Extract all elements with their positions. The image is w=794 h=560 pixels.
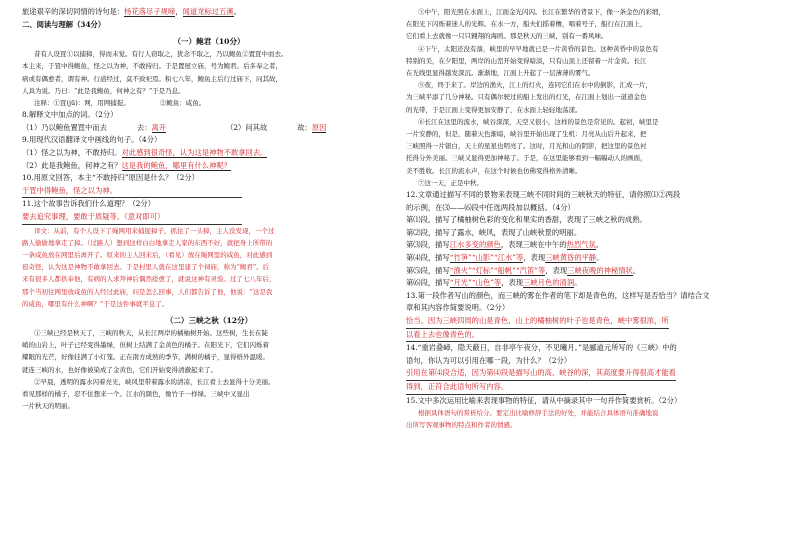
para4-line: 特别的美，在夕阳里，两岸的山峦开始变得暗淡，只有山顶上还留着一片金黄。长江 bbox=[406, 56, 647, 65]
q12-item: 第⑵段，描写了露水，峡风，表现了山峡秋景的明丽。 bbox=[406, 227, 582, 237]
passage2-title: （二）三峡之秋（12分） bbox=[165, 315, 253, 325]
answer-2: 闻道龙标过五溪 bbox=[182, 7, 234, 16]
q13-answer: 恰当。因为三峡四周的山是青色，山上的橘柚树的叶子也是青色，峡中雾很浓，所 bbox=[406, 315, 780, 329]
right-column bbox=[406, 6, 780, 432]
q8-answers: （1）乃以鲍鱼置罝中而去 去：离开 （2）问其故 故：原因 bbox=[22, 122, 327, 132]
para4-line: ④下午，太阳还没有落，峡里的早早地就已是一片黄昏的景色。这种黄昏中的景色有 bbox=[418, 44, 659, 53]
q9-text: 9.用现代汉语翻译文中画线的句子。（4分） bbox=[22, 135, 162, 145]
q15-answer: 出所写客观事物的特点和作者的情感。 bbox=[406, 421, 517, 430]
q14-answer: 引用在第⑷段合适，因为第⑷段是描写山的高、峡谷的深，其高度要升得很高才能看 bbox=[406, 367, 780, 381]
left-column bbox=[22, 6, 396, 412]
para3-line: ③中午，阳光照在水面上，江面金光闪闪。长江在繁华的背景下，像一条金色的彩缎， bbox=[418, 8, 665, 16]
q14-text: 14.“重岩叠嶂，隐天蔽日，自非亭午夜分，不见曦月。”是郦道元所写的《三峡》中的 bbox=[406, 343, 677, 353]
q12-text: 的示例，在⑶——⑹段中任选两段加以概括。（4分） bbox=[406, 202, 575, 212]
para3-line: 它们看上去就像一只只翱翔的海鸥。那是秋天的三峡，别有一番风味。 bbox=[406, 32, 608, 41]
passage2-line: ①三峡已经是秋天了，三峡的秋天，从长江两岸的橘柚树开始。这些树，生长在陡 bbox=[34, 328, 268, 337]
q12-item: 第⑸段，描写“渔火”“灯标”“船帆”“汽笛”等，表现三峡夜晚的神秘情状。 bbox=[406, 265, 641, 275]
answer-1: 杨花落尽子规啼 bbox=[124, 7, 176, 16]
para5-line: 为三峡平添了几分神秘。只有偶尔驶过的船上发出的灯光，在江面上划出一道道金色 bbox=[406, 93, 647, 102]
para6-line: ⑥长江在这里的流水，峡谷深深，天空又很小，这样的景色是常见的。起初，峡里是 bbox=[418, 117, 659, 126]
passage1-title: （一）鲍君（10分） bbox=[173, 37, 245, 47]
passage2-line: 就连三峡的水，也好像被染成了金黄色，它们开始变得清澈起来了。 bbox=[22, 365, 217, 374]
note: 注释：①罝(jū)：网，用网捕捉。 ②鲍鱼：咸鱼。 bbox=[34, 99, 206, 107]
passage1-line: 人具为说。乃曰：“此是我鲍鱼，何神之有？”于是乃息。 bbox=[22, 86, 185, 95]
translation-line: 译文：从前，有个人设下了绳网用来捕捉獐子，抓住了一头獐，主人没发现，一个过 bbox=[34, 226, 275, 235]
q10-text: 10.用原文回答，本主“不敢持归”原因是什么？（2分） bbox=[22, 173, 199, 183]
q12-item: 第⑹段，描写“月光”“山色”等，表现三峡月色的清润。 bbox=[406, 278, 582, 288]
para5-line: ⑤夜，终于来了。岸边的渔火，江上的灯火，连同它们在水中的倒影，汇成一片， bbox=[418, 81, 652, 90]
translation-line: 来有很多人都供奉他，有病的人求拜神后偶然痊愈了，就说这神有灵验。过了七八年后， bbox=[22, 275, 276, 284]
q12-text: 12.文章通过描写不同的景物来表现三峡不同时间的三峡秋天的特征，请你照⑴②两段 bbox=[406, 190, 681, 200]
q14-text: 语句，你认为可以引用在哪一段，为什么？（2分） bbox=[406, 355, 572, 365]
para4-line: 在光线里显得越发深沉。渐渐地，江面上升起了一层薄薄的雾气。 bbox=[406, 69, 595, 78]
translation-line: 路人偷偷地拿走了獐。（过路人）想到这样白白地拿走人家的东西不好，就把身上所带的 bbox=[22, 238, 273, 247]
para5-line: 的光带，于是江面上变得更加安静了，在水面上轻轻地荡漾。 bbox=[406, 105, 582, 114]
translation-line: 的咸鱼，哪里有什么神啊？”于是这件事就平息了。 bbox=[22, 299, 169, 308]
q15-text: 15.文中多次运用比喻来表现事物的特征，请从中摘录其中一句并作简要赏析。（2分） bbox=[406, 395, 682, 405]
passage1-line: 病或有偶愈者，谓有神。行道经过，莫不致祀焉。积七八年，鲍鱼主后行过庙下，问其故， bbox=[22, 74, 282, 83]
q10-answer: 于罝中得鲍鱼，怪之以为神。 bbox=[22, 185, 396, 199]
para7-line: ⑦这一天，正是中秋。 bbox=[418, 178, 483, 187]
q14-answer: 得到，正符合此语句所写内容。 bbox=[406, 381, 780, 395]
section-title: 二、阅读与理解（34分） bbox=[22, 19, 106, 29]
para6-line: 美不胜收。长江的流水声，在这个时候也仿佛变得格外清晰。 bbox=[406, 166, 582, 175]
top-line: 旅途艰辛的深切同情的诗句是：杨花落尽子规啼，闻道龙标过五溪。 bbox=[22, 7, 241, 16]
passage1-line: 本主来，于罝中得鲍鱼，怪之以为神，不敢持归。于是置屋立庙，号为鲍君。后多奉之者， bbox=[22, 62, 282, 71]
q11-answer: 要去追究事理，要敢于质疑等。（意对即可） bbox=[22, 211, 396, 225]
para6-line: 托得分外美丽。三峡又显得更加神秘了。于是，在这里能够看到一幅幅动人的画面， bbox=[406, 154, 647, 163]
translation-line: 很奇怪，认为这是神物不敢拿回去。于是村里人就在这里建了个祠庙，称为“鲍君”。后 bbox=[22, 263, 270, 272]
passage2-line: ②早晨，透明的露水闪着亮光，峡风里带着露水的清凉，长江看上去显得十分美丽。 bbox=[34, 377, 275, 386]
q13-text: 13.第一段作者写山的颜色，而三峡的雾在作者的笔下却是青色的，这样写是否恰当？请结合文 bbox=[406, 290, 710, 300]
q12-item: 第⑷段，描写“竹笋”“山影”“江水”等，表现三峡黄昏的平静。 bbox=[406, 253, 604, 263]
q8-text: 8.解释文中加点的词。（2分） bbox=[22, 110, 118, 120]
passage2-line: 看见那样的橘子，忍不住想来一个。江水的颜色，像竹子一样绿。三峡中又显出 bbox=[22, 389, 250, 398]
translation-line: 一条咸鱼放在网里后离开了。原来的主人回来后，（看见）放在绳网里的咸鱼，对此感到 bbox=[22, 250, 273, 259]
q9-a: （1）怪之以为神，不敢持归。对此感到很奇怪，认为这是神物不敢拿回去。 bbox=[22, 147, 268, 157]
q13-answer: 以看上去也像青色的。 bbox=[406, 329, 780, 343]
q12-item: 第⑶段，描写江水多变的颜色，表现三峡在中午的热烈气氛。 bbox=[406, 240, 604, 250]
passage2-line: 一片秋天的明丽。 bbox=[22, 402, 74, 411]
q9-b: （2）此是我鲍鱼，何神之有？这是我的鲍鱼，哪里有什么神呢？ bbox=[22, 160, 231, 170]
para3-line: 在阳光下闪烁着迷人的光辉。在水一方，船夫们摇着橹，唱着号子，船行在江面上， bbox=[406, 20, 647, 29]
passage1-line: 昔有人设罝①以捕獐，得而未觉。有行人窃取之，犹念不取之，乃以鲍鱼②置罝中而去。 bbox=[34, 50, 288, 59]
q11-text: 11.这个故事告诉我们什么道理？（2分） bbox=[22, 199, 155, 209]
para6-line: 一片安静的，但是，随着天色渐暗，峡谷里开始出现了生机：月亮从山后升起来，把 bbox=[406, 130, 647, 139]
para6-line: 三峡照得一片银白，天上的星星也明亮了。这时，月光和山的阴影，把这里的景色衬 bbox=[406, 142, 647, 151]
passage2-line: 耀眼的光芒，好像挂满了小灯笼。正在南方成熟的季节，满树的橘子，显得格外温暖。 bbox=[22, 353, 269, 362]
passage2-line: 峭的山岩上，叶子已经变得墨绿，但树上结满了金黄色的橘子。在阳光下，它们闪烁着 bbox=[22, 341, 269, 350]
q15-answer: 根据具体语句的赏析给分。要定出比喻修辞手法的好处，并能结合具体语句准确地说 bbox=[418, 409, 659, 418]
translation-line: 那个当初往网里放咸鱼的人经过此庙，问是怎么回事，人们都告诉了他，他说：“这是我 bbox=[22, 287, 273, 296]
q13-text: 章和其内容作简要说明。（2分） bbox=[406, 303, 510, 313]
q12-item: 第⑴段，描写了橘柚树色彩的变化和果实的香甜，表现了三峡之秋的成熟。 bbox=[406, 215, 647, 225]
